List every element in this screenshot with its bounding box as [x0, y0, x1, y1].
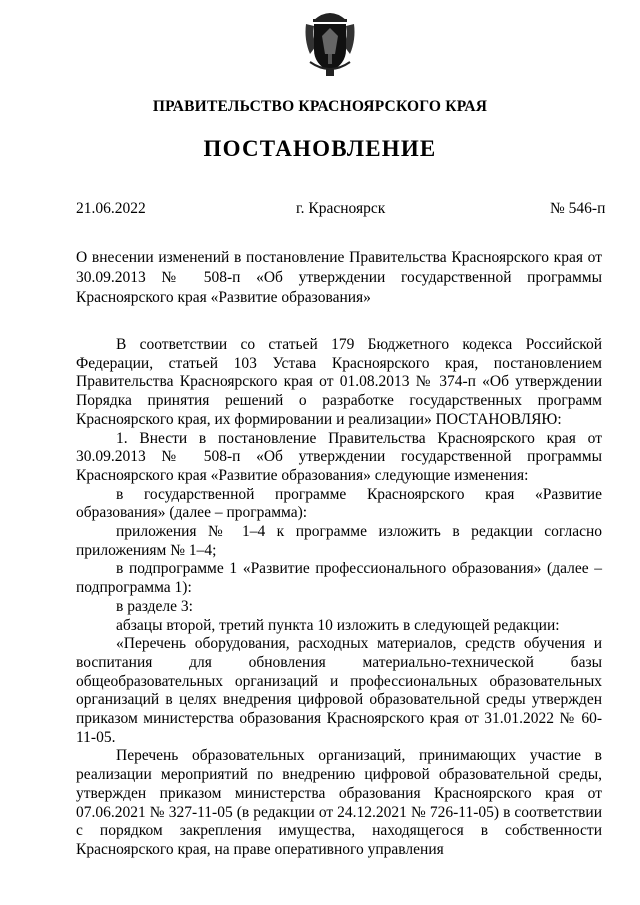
body-paragraph: 1. Внести в постановление Правительства Красноярского края от 30.09.2013 № 508-п «Об утверждении государственной программы Красноярского края «Развитие образования» следующие изменения:	[76, 429, 602, 484]
body-paragraph: в подпрограмме 1 «Развитие профессионального образования» (далее – подпрограмма 1):	[76, 560, 602, 597]
body-paragraph: в разделе 3:	[116, 597, 193, 615]
document-number: № 546-п	[550, 200, 606, 217]
coat-of-arms-icon	[302, 6, 358, 78]
body-paragraph: В соответствии со статьей 179 Бюджетного кодекса Российской Федерации, статьей 103 Устава Красноярского края, постановлением Правительства Красноярского края от 01.08.2013 № 374-п «Об утверждении Порядка принятия решений о разработке государственных программ Красноярского края, их формировании и реализации» ПОСТАНОВЛЯЮ:	[76, 336, 602, 428]
body-paragraph: «Перечень оборудования, расходных материалов, средств обучения и воспитания для обновления материально-технической базы общеобразовательных организаций и профессиональных образовательных организаций в целях внедрения цифровой образовательной среды утвержден приказом министерства образования Красноярского края от 31.01.2022 № 60-11-05.	[76, 635, 602, 746]
body-paragraph: приложения № 1–4 к программе изложить в редакции согласно приложениям № 1–4;	[76, 523, 602, 559]
body-paragraph: абзацы второй, третий пункта 10 изложить в следующей редакции:	[116, 616, 560, 634]
document-body	[76, 336, 602, 860]
government-title: ПРАВИТЕЛЬСТВО КРАСНОЯРСКОГО КРАЯ	[152, 98, 488, 115]
document-type-title: ПОСТАНОВЛЕНИЕ	[203, 136, 437, 161]
document-subject: О внесении изменений в постановление Правительства Красноярского края от 30.09.2013 № 508-п «Об утверждении государственной программы Красноярского края «Развитие образования»	[76, 249, 602, 306]
body-paragraph: Перечень образовательных организаций, принимающих участие в реализации мероприятий по внедрению цифровой образовательной среды, утвержден приказом министерства образования Красноярского края от 07.06.2021 № 327-11-05 (в редакции от 24.12.2021 № 726-11-05) в соответствии с порядком закрепления имущества, находящегося в собственности Красноярского края, на праве оперативного управления	[76, 747, 602, 858]
document-place: г. Красноярск	[296, 200, 386, 217]
document-date: 21.06.2022	[76, 200, 146, 217]
body-paragraph: в государственной программе Красноярского края «Развитие образования» (далее – программа):	[76, 485, 602, 522]
